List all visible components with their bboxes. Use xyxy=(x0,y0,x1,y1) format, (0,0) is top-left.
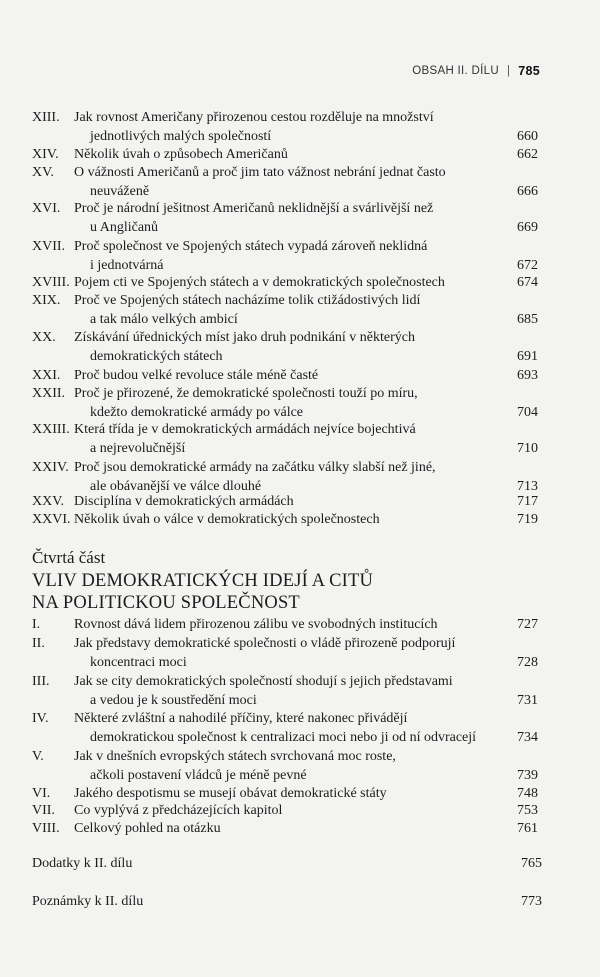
page-number: 660 xyxy=(517,129,538,144)
part-title xyxy=(32,570,373,614)
chapter-title xyxy=(74,615,504,634)
chapter-number: XXI. xyxy=(32,368,61,383)
chapter-title-line: Jakého despotismu se musejí obávat demokratické státy xyxy=(74,786,387,801)
chapter-title-line: u Angličanů xyxy=(90,220,159,235)
chapter-number: XVIII. xyxy=(32,275,70,290)
chapter-number: VI. xyxy=(32,786,51,801)
page-number: 662 xyxy=(517,147,538,162)
chapter-title xyxy=(74,291,504,329)
chapter-title xyxy=(74,801,504,820)
chapter-title-line: koncentraci moci xyxy=(90,655,187,670)
chapter-number: II. xyxy=(32,636,45,651)
chapter-title-line: Získávání úřednických míst jako druh podnikání v některých xyxy=(74,330,415,345)
chapter-title-line: Jak představy demokratické společnosti o vládě přirozeně podporují xyxy=(74,636,456,651)
chapter-title xyxy=(74,510,504,529)
chapter-number: XXV. xyxy=(32,494,65,509)
part-title-line: VLIV DEMOKRATICKÝCH IDEJÍ A CITŮ xyxy=(32,571,374,591)
chapter-number: III. xyxy=(32,674,50,689)
chapter-title xyxy=(74,672,504,710)
chapter-title xyxy=(74,819,504,838)
page-number: 704 xyxy=(517,405,538,420)
chapter-title-line: Proč je přirozené, že demokratické společnosti touží po míru, xyxy=(74,386,418,401)
page-number: 691 xyxy=(517,349,538,364)
part-title-line: NA POLITICKOU SPOLEČNOST xyxy=(32,593,300,613)
chapter-title xyxy=(74,108,504,146)
chapter-title xyxy=(74,709,504,747)
chapter-number: XVII. xyxy=(32,239,66,254)
chapter-title-line: Co vyplývá z předcházejících kapitol xyxy=(74,803,283,818)
chapter-number: XIV. xyxy=(32,147,59,162)
chapter-title-line: Proč je národní ješitnost Američanů neklidnější a svárlivější než xyxy=(74,201,434,216)
page-number: 731 xyxy=(517,693,538,708)
page-number: 685 xyxy=(517,312,538,327)
appendix-label: Dodatky k II. dílu xyxy=(32,856,133,871)
chapter-title xyxy=(74,747,504,785)
page-number: 727 xyxy=(517,617,538,632)
page-number: 748 xyxy=(517,786,538,801)
chapter-number: V. xyxy=(32,749,44,764)
page-number: 717 xyxy=(517,494,538,509)
chapter-number: XXVI. xyxy=(32,512,71,527)
chapter-title xyxy=(74,273,504,292)
chapter-title-line: Jak v dnešních evropských státech svrchovaná moc roste, xyxy=(74,749,396,764)
chapter-title xyxy=(74,366,504,385)
chapter-number: IV. xyxy=(32,711,49,726)
page-number: 666 xyxy=(517,184,538,199)
header-title: OBSAH II. DÍLU xyxy=(412,65,499,77)
header-page-number: 785 xyxy=(518,64,540,78)
chapter-title-line: neuváženě xyxy=(90,184,150,199)
chapter-title-line: Pojem cti ve Spojených státech a v demokratických společnostech xyxy=(74,275,445,290)
chapter-number: XX. xyxy=(32,330,56,345)
chapter-title-line: a vedou je k soustředění moci xyxy=(90,693,257,708)
chapter-title xyxy=(74,492,504,511)
chapter-title-line: Která třída je v demokratických armádách nejvíce bojechtivá xyxy=(74,422,416,437)
appendix-page: 765 xyxy=(521,856,542,871)
notes-label: Poznámky k II. dílu xyxy=(32,894,144,909)
chapter-number: I. xyxy=(32,617,41,632)
running-header xyxy=(412,64,540,78)
chapter-title-line: demokratických státech xyxy=(90,349,223,364)
chapter-title-line: i jednotvárná xyxy=(90,258,164,273)
chapter-title xyxy=(74,199,504,237)
chapter-title-line: Disciplína v demokratických armádách xyxy=(74,494,294,509)
chapter-title-line: a nejrevolučnější xyxy=(90,441,186,456)
chapter-number: XXIV. xyxy=(32,460,69,475)
chapter-title-line: ačkoli postavení vládců je méně pevné xyxy=(90,768,307,783)
page-number: 739 xyxy=(517,768,538,783)
chapter-title-line: jednotlivých malých společností xyxy=(90,129,272,144)
chapter-title xyxy=(74,420,504,458)
header-separator: | xyxy=(506,65,511,77)
chapter-number: XXII. xyxy=(32,386,66,401)
chapter-title xyxy=(74,634,504,672)
page-number: 728 xyxy=(517,655,538,670)
chapter-number: XIII. xyxy=(32,110,60,125)
chapter-title-line: O vážnosti Američanů a proč jim tato vážnost nebrání jednat často xyxy=(74,165,446,180)
chapter-title-line: Jak rovnost Američany přirozenou cestou rozděluje na množství xyxy=(74,110,434,125)
chapter-title xyxy=(74,458,504,496)
chapter-title-line: Několik úvah o způsobech Američanů xyxy=(74,147,288,162)
page-number: 669 xyxy=(517,220,538,235)
chapter-number: XV. xyxy=(32,165,54,180)
chapter-number: XIX. xyxy=(32,293,61,308)
chapter-title-line: Celkový pohled na otázku xyxy=(74,821,221,836)
page-number: 753 xyxy=(517,803,538,818)
page-number: 734 xyxy=(517,730,538,745)
chapter-title-line: Rovnost dává lidem přirozenou zálibu ve svobodných institucích xyxy=(74,617,438,632)
chapter-title xyxy=(74,163,504,201)
chapter-title-line: kdežto demokratické armády po válce xyxy=(90,405,304,420)
chapter-title xyxy=(74,145,504,164)
chapter-title-line: a tak málo velkých ambicí xyxy=(90,312,238,327)
chapter-title xyxy=(74,384,504,422)
chapter-title-line: Některé zvláštní a nahodilé příčiny, které nakonec přivádějí xyxy=(74,711,408,726)
chapter-number: XXIII. xyxy=(32,422,70,437)
chapter-title xyxy=(74,328,504,366)
chapter-number: VII. xyxy=(32,803,55,818)
part-label: Čtvrtá část xyxy=(32,548,106,567)
chapter-number: VIII. xyxy=(32,821,60,836)
chapter-title-line: Několik úvah o válce v demokratických společnostech xyxy=(74,512,380,527)
notes-page: 773 xyxy=(521,894,542,909)
chapter-number: XVI. xyxy=(32,201,61,216)
chapter-title-line: Proč ve Spojených státech nacházíme tolik ctižádostivých lidí xyxy=(74,293,421,308)
chapter-title-line: Proč společnost ve Spojených státech vypadá zároveň neklidná xyxy=(74,239,428,254)
page-number: 672 xyxy=(517,258,538,273)
page-number: 761 xyxy=(517,821,538,836)
page-number: 710 xyxy=(517,441,538,456)
chapter-title xyxy=(74,237,504,275)
chapter-title-line: ale obávanější ve válce dlouhé xyxy=(90,479,262,494)
page-number: 674 xyxy=(517,275,538,290)
chapter-title-line: Jak se city demokratických společností shodují s jejich představami xyxy=(74,674,453,689)
page-number: 693 xyxy=(517,368,538,383)
page-number: 713 xyxy=(517,479,538,494)
chapter-title-line: Proč budou velké revoluce stále méně časté xyxy=(74,368,319,383)
chapter-title-line: demokratickou společnost k centralizaci moci nebo ji od ní odvracejí xyxy=(90,730,477,745)
chapter-title-line: Proč jsou demokratické armády na začátku války slabší než jiné, xyxy=(74,460,436,475)
page-number: 719 xyxy=(517,512,538,527)
